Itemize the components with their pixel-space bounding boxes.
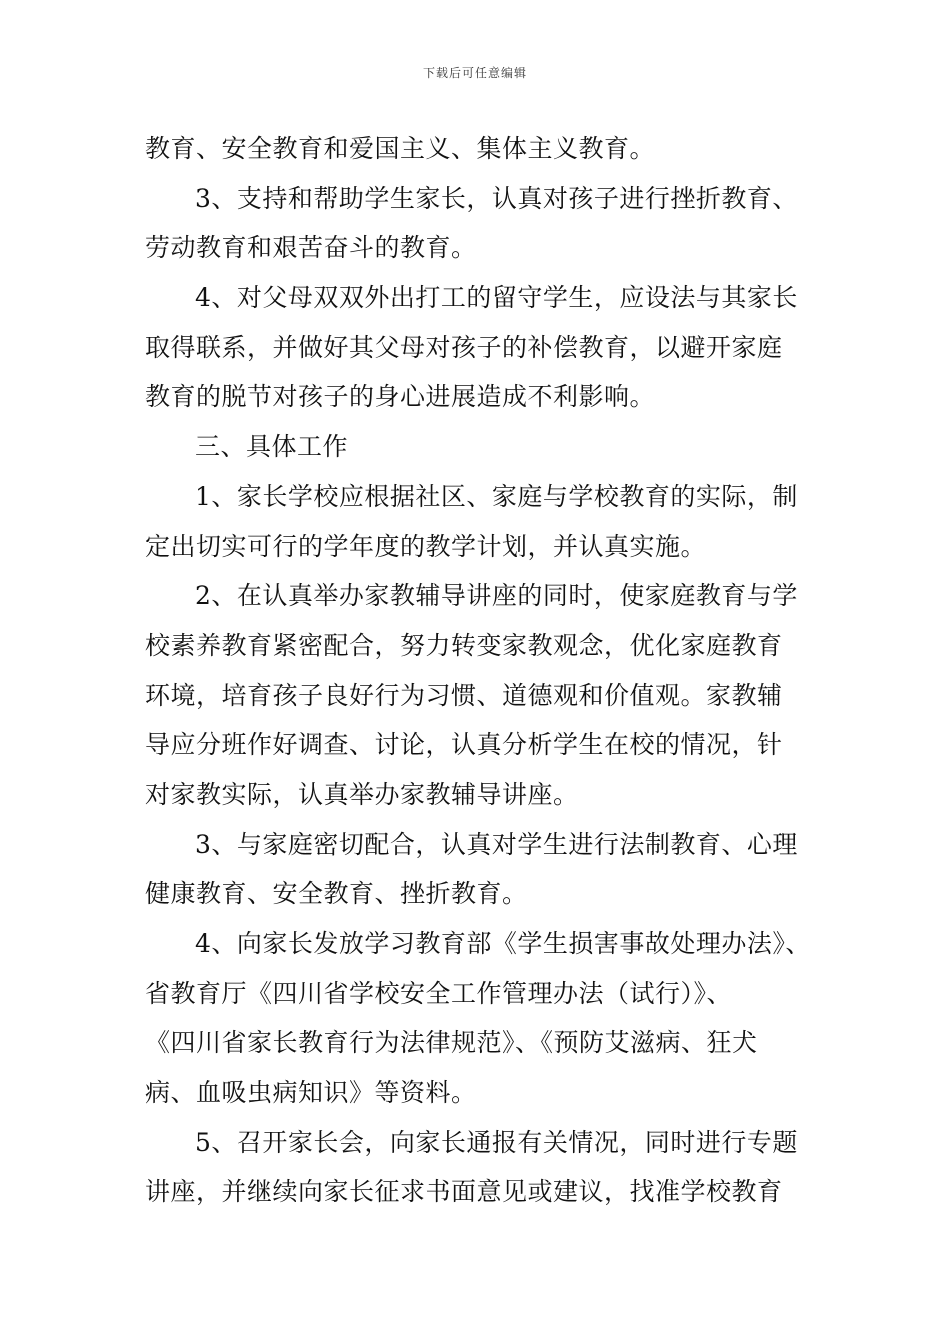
text-line: 教育、安全教育和爱国主义、集体主义教育。 (145, 134, 656, 163)
page-header-note: 下载后可任意编辑 (422, 66, 527, 80)
text-line: 2、在认真举办家教辅导讲座的同时，使家庭教育与学 (195, 581, 798, 611)
document-body (145, 124, 813, 1217)
text-line: 取得联系，并做好其父母对孩子的补偿教育，以避开家庭 (145, 332, 783, 362)
text-line: 环境，培育孩子良好行为习惯、道德观和价值观。家教辅 (145, 680, 783, 710)
text-line: 3、与家庭密切配合，认真对学生进行法制教育、心理 (195, 829, 798, 859)
section-heading: 三、具体工作 (195, 432, 349, 462)
text-line: 3、支持和帮助学生家长，认真对孩子进行挫折教育、 (195, 183, 798, 213)
text-line: 对家教实际，认真举办家教辅导讲座。 (145, 779, 579, 809)
text-line: 省教育厅《四川省学校安全工作管理办法（试行）》、 (145, 978, 733, 1008)
text-line: 5、召开家长会，向家长通报有关情况，同时进行专题 (195, 1127, 798, 1157)
text-line: 讲座，并继续向家长征求书面意见或建议，找准学校教育 (145, 1177, 783, 1207)
text-line: 4、向家长发放学习教育部《学生损害事故处理办法》、 (195, 929, 811, 958)
text-line: 校素养教育紧密配合，努力转变家教观念，优化家庭教育 (145, 630, 783, 660)
text-line: 4、对父母双双外出打工的留守学生，应设法与其家长 (195, 283, 798, 313)
text-line: 教育的脱节对孩子的身心进展造成不利影响。 (145, 382, 656, 412)
text-line: 定出切实可行的学年度的教学计划，并认真实施。 (145, 531, 707, 561)
text-line: 导应分班作好调查、讨论，认真分析学生在校的情况，针 (145, 730, 783, 760)
text-line: 1、家长学校应根据社区、家庭与学校教育的实际，制 (195, 481, 798, 511)
text-line: 劳动教育和艰苦奋斗的教育。 (145, 233, 477, 263)
text-line: 病、血吸虫病知识》等资料。 (145, 1078, 477, 1108)
text-line: 《四川省家长教育行为法律规范》、《预防艾滋病、狂犬 (145, 1028, 758, 1058)
text-line: 健康教育、安全教育、挫折教育。 (145, 879, 528, 909)
